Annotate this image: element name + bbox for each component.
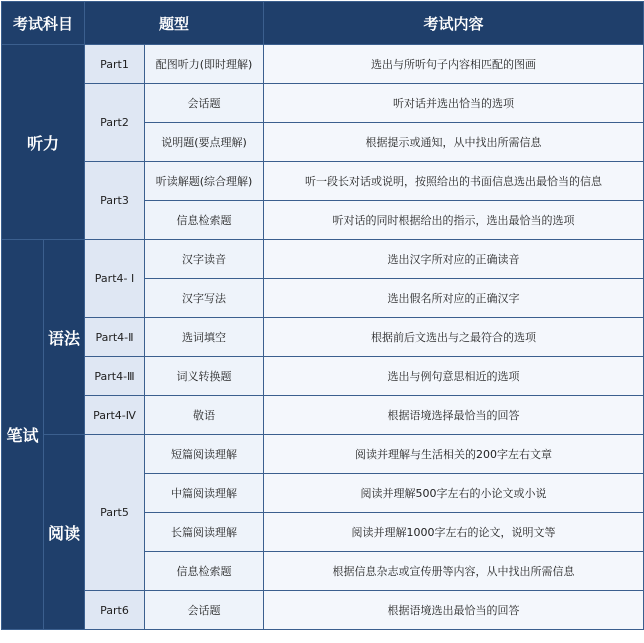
part-cell: Part3	[85, 162, 145, 240]
type-cell: 汉字读音	[145, 240, 264, 279]
table-row	[2, 84, 644, 123]
category-reading: 阅读	[44, 435, 85, 630]
table-row	[2, 45, 644, 84]
table-row	[2, 240, 644, 279]
type-cell: 汉字写法	[145, 279, 264, 318]
content-cell: 阅读并理解1000字左右的论文，说明文等	[264, 513, 644, 552]
part-cell: Part4-Ⅱ	[85, 318, 145, 357]
content-cell: 根据信息杂志或宣传册等内容，从中找出所需信息	[264, 552, 644, 591]
table-row	[2, 591, 644, 630]
content-cell: 听对话并选出恰当的选项	[264, 84, 644, 123]
table-row	[2, 396, 644, 435]
part-cell: Part4-Ⅳ	[85, 396, 145, 435]
type-cell: 短篇阅读理解	[145, 435, 264, 474]
exam-structure-table	[1, 1, 644, 630]
type-cell: 会话题	[145, 591, 264, 630]
table-header-row	[2, 2, 644, 45]
content-cell: 根据前后文选出与之最符合的选项	[264, 318, 644, 357]
header-subject: 考试科目	[2, 2, 85, 45]
type-cell: 信息检索题	[145, 201, 264, 240]
category-grammar: 语法	[44, 240, 85, 435]
table-row	[2, 435, 644, 474]
type-cell: 敬语	[145, 396, 264, 435]
content-cell: 阅读并理解与生活相关的200字左右文章	[264, 435, 644, 474]
part-cell: Part1	[85, 45, 145, 84]
part-cell: Part4-Ⅲ	[85, 357, 145, 396]
part-cell: Part5	[85, 435, 145, 591]
type-cell: 信息检索题	[145, 552, 264, 591]
table-row	[2, 162, 644, 201]
category-listening: 听力	[2, 45, 85, 240]
content-cell: 选出与例句意思相近的选项	[264, 357, 644, 396]
type-cell: 说明题(要点理解)	[145, 123, 264, 162]
type-cell: 长篇阅读理解	[145, 513, 264, 552]
content-cell: 听一段长对话或说明，按照给出的书面信息选出最恰当的信息	[264, 162, 644, 201]
content-cell: 根据提示或通知，从中找出所需信息	[264, 123, 644, 162]
content-cell: 选出汉字所对应的正确读音	[264, 240, 644, 279]
header-content: 考试内容	[264, 2, 644, 45]
type-cell: 选词填空	[145, 318, 264, 357]
type-cell: 会话题	[145, 84, 264, 123]
table-row	[2, 357, 644, 396]
content-cell: 根据语境选择最恰当的回答	[264, 396, 644, 435]
type-cell: 听读解题(综合理解)	[145, 162, 264, 201]
table-row	[2, 318, 644, 357]
category-written: 笔试	[2, 240, 44, 630]
type-cell: 配图听力(即时理解)	[145, 45, 264, 84]
type-cell: 中篇阅读理解	[145, 474, 264, 513]
content-cell: 听对话的同时根据给出的指示，选出最恰当的选项	[264, 201, 644, 240]
content-cell: 选出假名所对应的正确汉字	[264, 279, 644, 318]
header-type: 题型	[85, 2, 264, 45]
content-cell: 根据语境选出最恰当的回答	[264, 591, 644, 630]
part-cell: Part6	[85, 591, 145, 630]
content-cell: 选出与所听句子内容相匹配的图画	[264, 45, 644, 84]
type-cell: 词义转换题	[145, 357, 264, 396]
part-cell: Part2	[85, 84, 145, 162]
content-cell: 阅读并理解500字左右的小论文或小说	[264, 474, 644, 513]
part-cell: Part4- Ⅰ	[85, 240, 145, 318]
